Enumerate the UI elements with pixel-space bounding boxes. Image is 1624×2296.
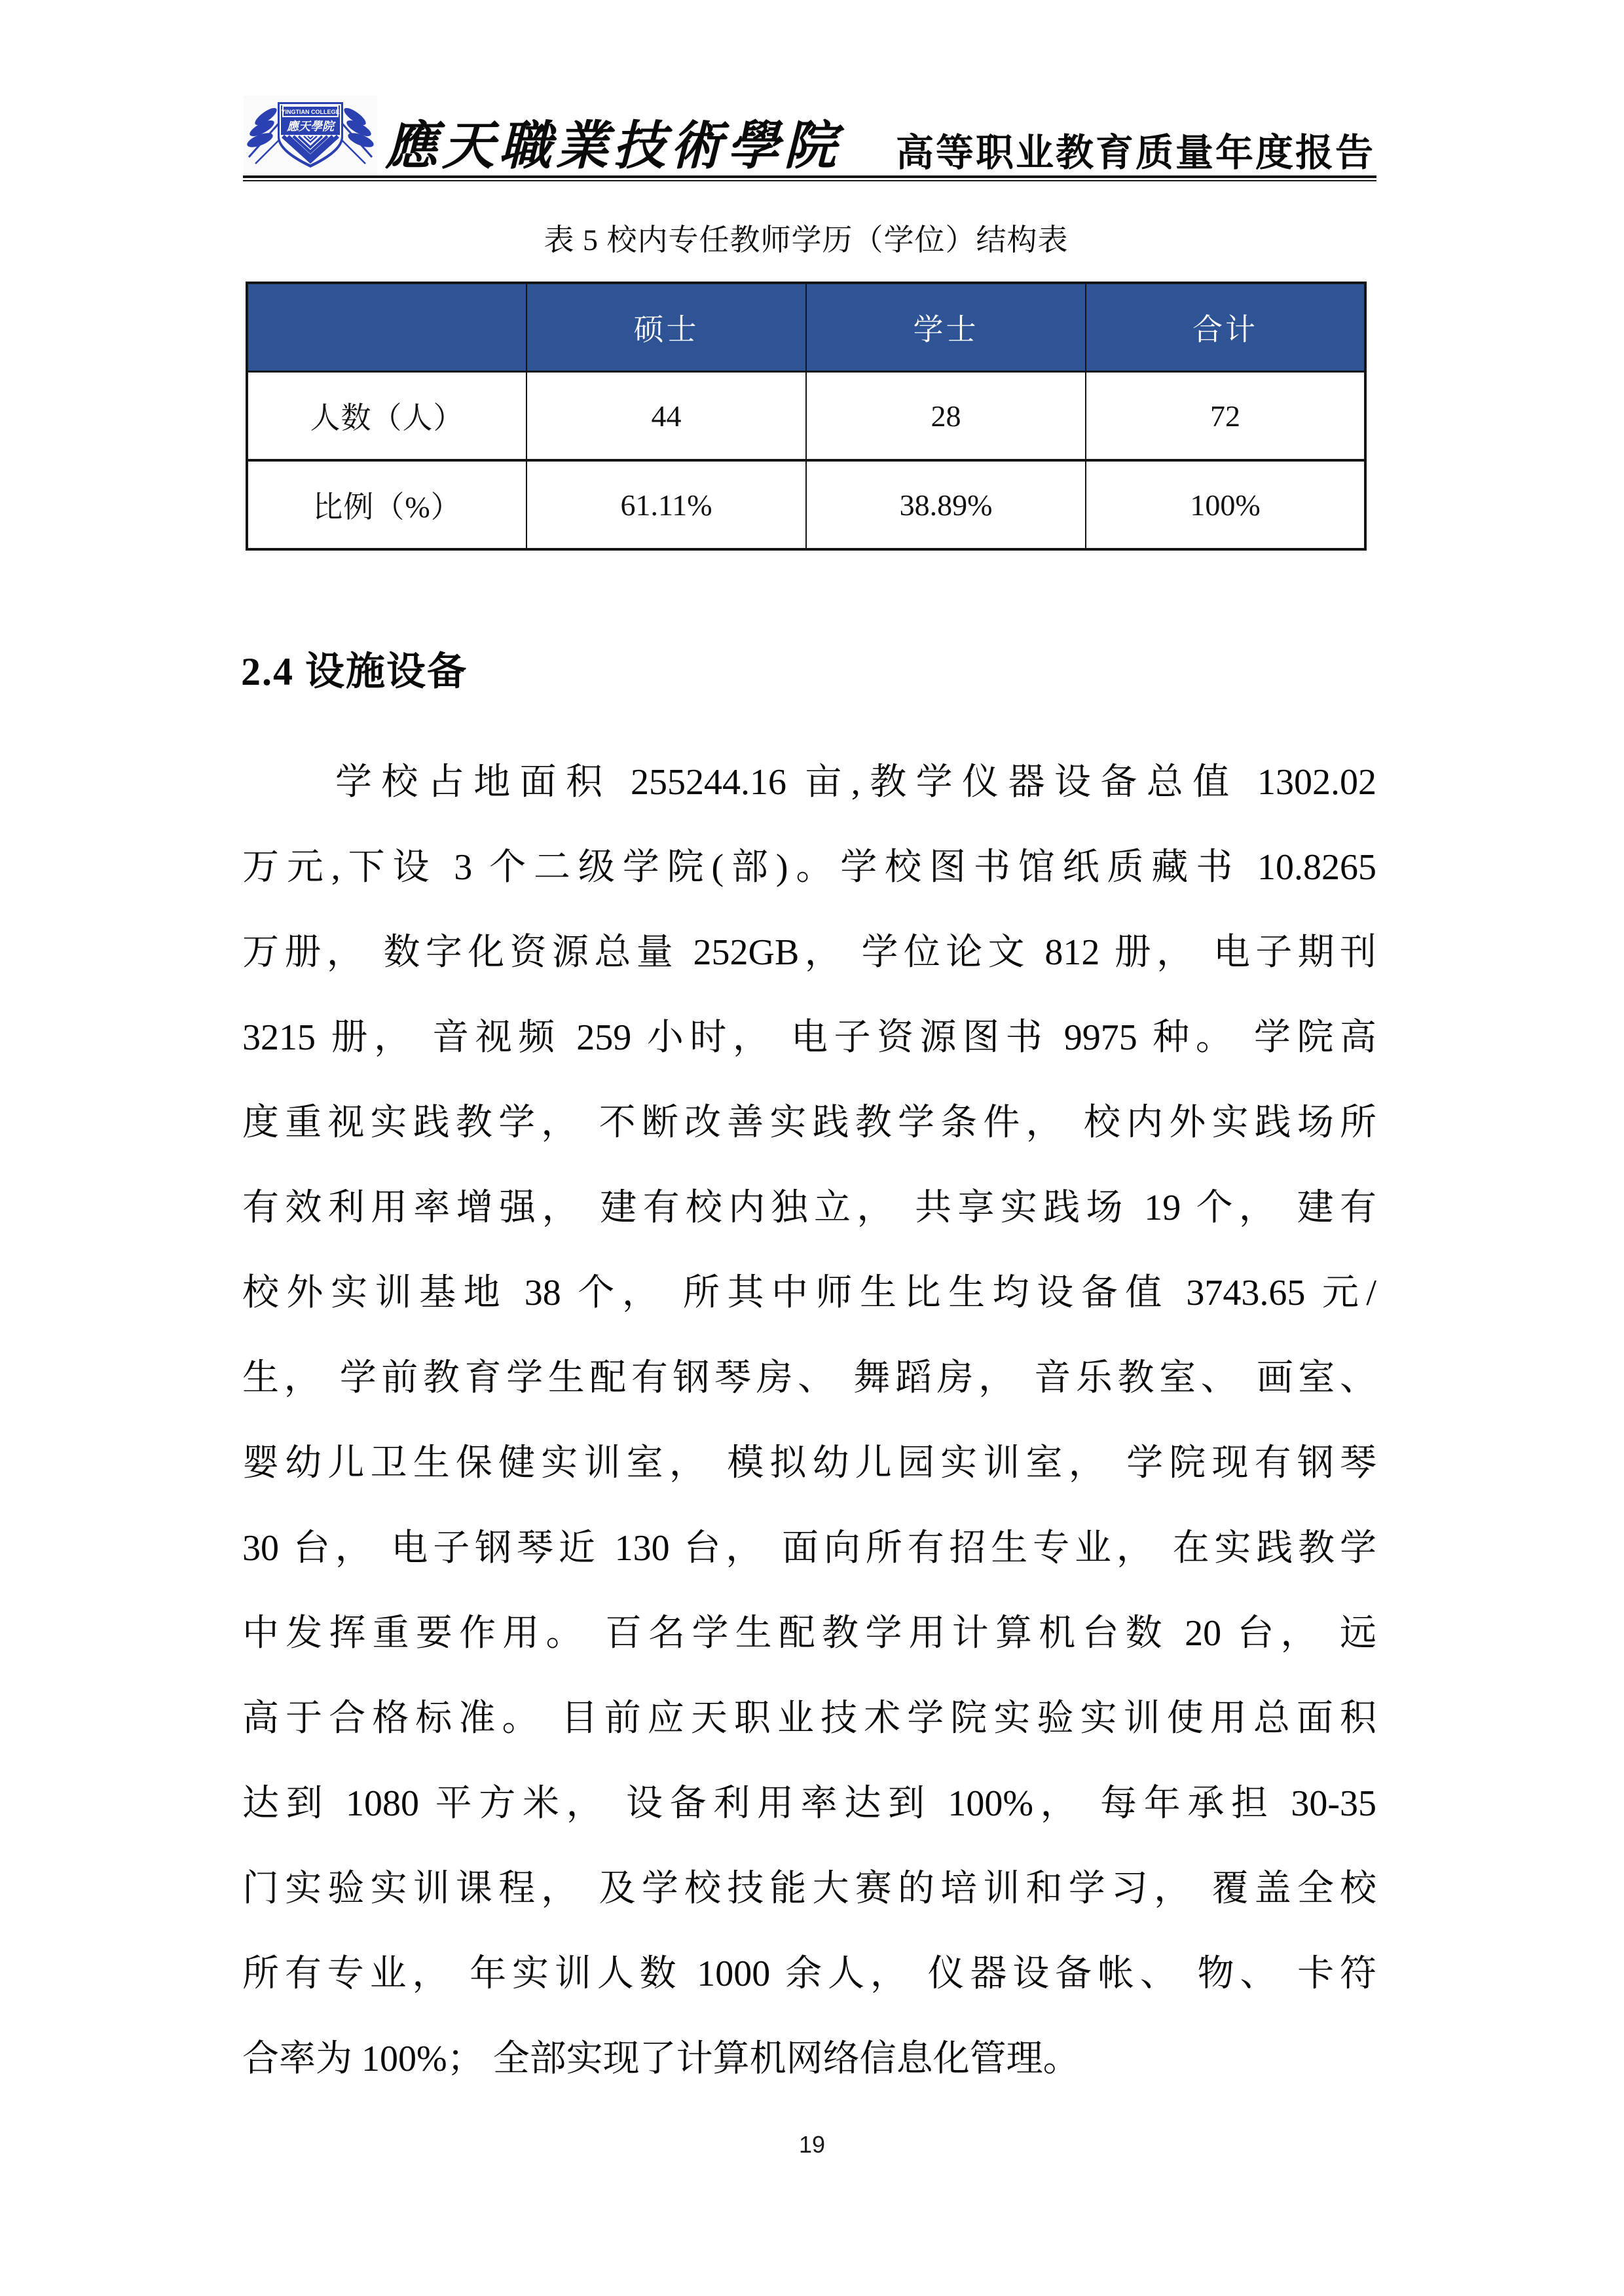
body-line: 合率为 100%； 全部实现了计算机网络信息化管理。 [242,2039,1080,2079]
table-header-empty [247,283,526,372]
table-header-total: 合计 [1086,283,1365,372]
body-line: 所有专业， 年实训人数 1000 余人， 仪器设备帐、 物、 卡符 [242,1954,1376,1994]
body-line: 30 台， 电子钢琴近 130 台， 面向所有招生专业， 在实践教学 [242,1528,1376,1569]
body-line: 度重视实践教学， 不断改善实践教学条件， 校内外实践场所 [242,1102,1376,1143]
header-rule-thick-line [243,175,1376,178]
section-heading-2-4: 2.4 设施设备 [241,650,468,693]
table-header-master: 硕士 [526,283,806,372]
degree-structure-table [246,282,1367,551]
cell-ratio-bachelor: 38.89% [806,460,1086,549]
header-rule-thin-line [243,180,1376,181]
header-rule [243,175,1376,181]
body-line: 达到 1080 平方米， 设备利用率达到 100%， 每年承担 30-35 [242,1783,1376,1824]
logo-college-en-text: YINGTIAN COLLEGE [281,109,340,115]
cell-count-bachelor: 28 [806,372,1086,461]
table-row-ratio [247,460,1365,549]
table-header-row [247,283,1365,372]
table-header-bachelor: 学士 [806,283,1086,372]
school-name-calligraphy: 應天職業技術學院 [385,118,841,175]
body-line: 门实验实训课程， 及学校技能大赛的培训和学习， 覆盖全校 [242,1868,1376,1909]
college-logo [244,96,377,174]
page-number: 19 [798,2131,826,2158]
cell-ratio-total: 100% [1086,460,1365,549]
table-row-count [247,372,1365,461]
body-line: 万元,下设 3 个二级学院(部)。学校图书馆纸质藏书 10.8265 [242,847,1376,888]
cell-count-total: 72 [1086,372,1365,461]
body-line: 万册， 数字化资源总量 252GB， 学位论文 812 册， 电子期刊 [242,932,1376,973]
body-line: 高于合格标准。 目前应天职业技术学院实验实训使用总面积 [242,1698,1376,1739]
body-line: 中发挥重要作用。 百名学生配教学用计算机台数 20 台， 远 [242,1613,1376,1654]
body-line: 校外实训基地 38 个， 所其中师生比生均设备值 3743.65 元/ [242,1273,1376,1313]
body-line: 3215 册， 音视频 259 小时， 电子资源图书 9975 种。 学院高 [242,1017,1376,1058]
body-line: 婴幼儿卫生保健实训室， 模拟幼儿园实训室， 学院现有钢琴 [242,1443,1376,1484]
body-line: 有效利用率增强， 建有校内独立， 共享实践场 19 个， 建有 [242,1188,1376,1228]
cell-count-master: 44 [526,372,806,461]
cell-ratio-master: 61.11% [526,460,806,549]
logo-college-zh-text: 應天學院 [287,120,334,134]
body-line: 学校占地面积 255244.16 亩,教学仪器设备总值 1302.02 [335,762,1376,803]
table-caption: 表 5 校内专任教师学历（学位）结构表 [544,223,1069,257]
row-label-count: 人数（人） [247,372,526,461]
body-line: 生， 学前教育学生配有钢琴房、 舞蹈房， 音乐教室、 画室、 [242,1358,1376,1398]
body-paragraph [242,740,1376,2102]
report-title: 高等职业教育质量年度报告 [896,132,1376,174]
row-label-ratio: 比例（%） [247,460,526,549]
